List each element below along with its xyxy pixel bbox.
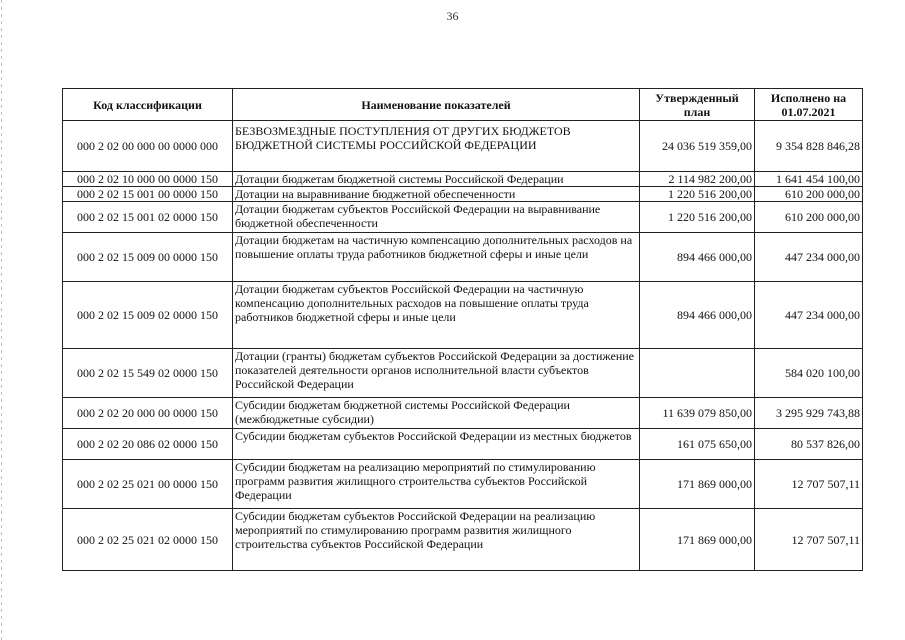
header-name: Наименование показателей — [233, 89, 640, 121]
table-row — [63, 121, 863, 172]
row-plan: 171 869 000,00 — [640, 509, 755, 571]
row-name: Дотации бюджетам субъектов Российской Федерации на выравнивание бюджетной обеспеченности — [233, 202, 640, 233]
row-done: 447 234 000,00 — [755, 233, 863, 282]
row-code: 000 2 02 25 021 00 0000 150 — [63, 460, 233, 509]
table-row — [63, 349, 863, 398]
row-code: 000 2 02 10 000 00 0000 150 — [63, 172, 233, 187]
row-name: Дотации на выравнивание бюджетной обеспеченности — [233, 187, 640, 202]
row-name: Субсидии бюджетам субъектов Российской Федерации на реализацию мероприятий по стимулированию программ развития жилищного строительства субъектов Российской Федерации — [233, 509, 640, 571]
row-plan — [640, 349, 755, 398]
row-done: 1 641 454 100,00 — [755, 172, 863, 187]
row-name: Дотации бюджетам бюджетной системы Российской Федерации — [233, 172, 640, 187]
row-plan: 171 869 000,00 — [640, 460, 755, 509]
row-code: 000 2 02 00 000 00 0000 000 — [63, 121, 233, 172]
table-row — [63, 429, 863, 460]
table-header-row — [63, 89, 863, 121]
row-done: 610 200 000,00 — [755, 202, 863, 233]
row-plan: 24 036 519 359,00 — [640, 121, 755, 172]
row-code: 000 2 02 15 549 02 0000 150 — [63, 349, 233, 398]
row-plan: 894 466 000,00 — [640, 282, 755, 349]
row-code: 000 2 02 20 086 02 0000 150 — [63, 429, 233, 460]
table-row — [63, 202, 863, 233]
row-name: БЕЗВОЗМЕЗДНЫЕ ПОСТУПЛЕНИЯ ОТ ДРУГИХ БЮДЖЕТОВ БЮДЖЕТНОЙ СИСТЕМЫ РОССИЙСКОЙ ФЕДЕРАЦИИ — [233, 121, 640, 172]
row-name: Дотации (гранты) бюджетам субъектов Российской Федерации за достижение показателей деятельности органов исполнительной власти субъектов Российской Федерации — [233, 349, 640, 398]
row-code: 000 2 02 15 001 00 0000 150 — [63, 187, 233, 202]
page-number: 36 — [446, 9, 459, 23]
row-name: Субсидии бюджетам на реализацию мероприятий по стимулированию программ развития жилищного строительства субъектов Российской Федерации — [233, 460, 640, 509]
row-name: Дотации бюджетам субъектов Российской Федерации на частичную компенсацию дополнительных расходов на повышение оплаты труда работников бюджетной сферы и иные цели — [233, 282, 640, 349]
row-done: 80 537 826,00 — [755, 429, 863, 460]
table-row — [63, 398, 863, 429]
row-code: 000 2 02 15 009 02 0000 150 — [63, 282, 233, 349]
row-code: 000 2 02 25 021 02 0000 150 — [63, 509, 233, 571]
row-done: 12 707 507,11 — [755, 460, 863, 509]
row-code: 000 2 02 15 009 00 0000 150 — [63, 233, 233, 282]
table-row — [63, 282, 863, 349]
row-done: 584 020 100,00 — [755, 349, 863, 398]
row-plan: 2 114 982 200,00 — [640, 172, 755, 187]
row-plan: 1 220 516 200,00 — [640, 202, 755, 233]
table-row — [63, 187, 863, 202]
table-row — [63, 172, 863, 187]
row-code: 000 2 02 15 001 02 0000 150 — [63, 202, 233, 233]
row-plan: 11 639 079 850,00 — [640, 398, 755, 429]
table-row — [63, 233, 863, 282]
row-plan: 161 075 650,00 — [640, 429, 755, 460]
header-done: Исполнено на 01.07.2021 — [755, 89, 863, 121]
row-name: Субсидии бюджетам бюджетной системы Российской Федерации (межбюджетные субсидии) — [233, 398, 640, 429]
row-done: 447 234 000,00 — [755, 282, 863, 349]
row-done: 9 354 828 846,28 — [755, 121, 863, 172]
row-done: 12 707 507,11 — [755, 509, 863, 571]
row-plan: 1 220 516 200,00 — [640, 187, 755, 202]
row-name: Дотации бюджетам на частичную компенсацию дополнительных расходов на повышение оплаты труда работников бюджетной сферы и иные цели — [233, 233, 640, 282]
row-done: 610 200 000,00 — [755, 187, 863, 202]
row-name: Субсидии бюджетам субъектов Российской Федерации из местных бюджетов — [233, 429, 640, 460]
header-code: Код классификации — [63, 89, 233, 121]
table-row — [63, 509, 863, 571]
row-plan: 894 466 000,00 — [640, 233, 755, 282]
budget-table — [62, 88, 863, 571]
row-code: 000 2 02 20 000 00 0000 150 — [63, 398, 233, 429]
table-row — [63, 460, 863, 509]
page-edge-marks — [1, 0, 2, 640]
row-done: 3 295 929 743,88 — [755, 398, 863, 429]
header-plan: Утвержденный план — [640, 89, 755, 121]
